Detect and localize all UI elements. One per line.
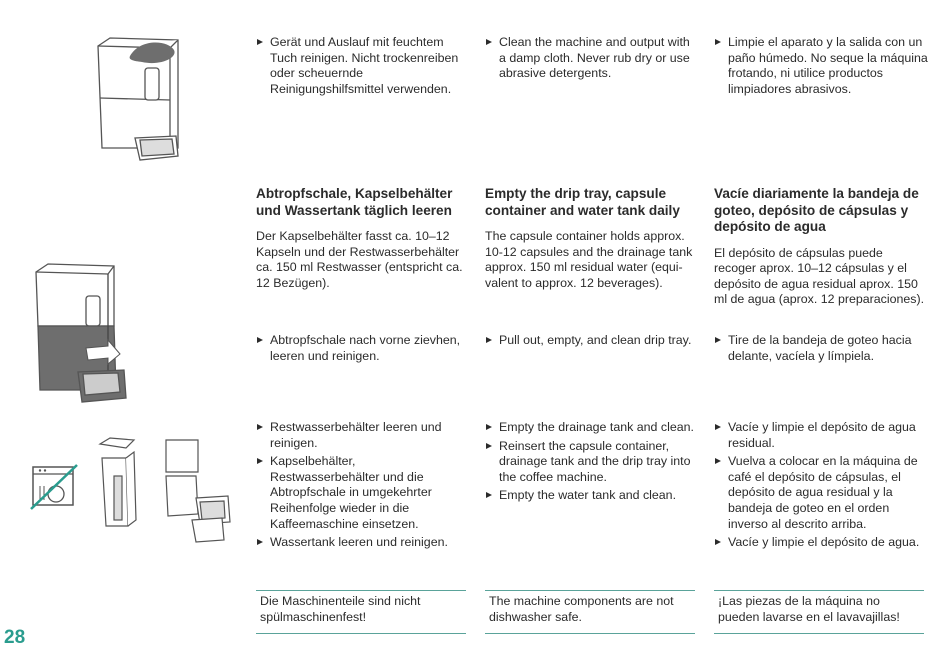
list-item: Vacíe y limpie el depósito de agua. [714, 535, 928, 551]
machine-cleaning-illustration [90, 28, 190, 173]
list-item: Empty the water tank and clean. [485, 488, 697, 504]
section-body: El depósito de cápsulas puede recoger aprox. 10–12 cápsulas y el depósito de agua residual aprox. 150 ml de agua (aprox. 12 preparaciones). [714, 245, 925, 307]
empty-daily-en [485, 186, 697, 291]
section-body: The capsule container holds approx. 10-12 capsules and the drainage tank approx. 150 ml residual water (equi-valent to approx. 12 beverages). [485, 229, 693, 290]
list-item: Wassertank leeren und reinigen. [256, 535, 468, 551]
list-item: Limpie el aparato y la salida con un paño húmedo. No seque la máquina frotando, ni utilice productos limpiadores abrasivos. [714, 35, 928, 97]
reassembly-steps-es [714, 420, 928, 554]
list-item: Abtropfschale nach vorne zievhen, leeren und reinigen. [256, 333, 468, 364]
section-body: Der Kapselbehälter fasst ca. 10–12 Kapseln und der Restwasserbehälter ca. 150 ml Restwasser (entspricht ca. 12 Bezügen). [256, 229, 463, 290]
list-item: Clean the machine and output with a damp cloth. Never rub dry or use abrasive detergents. [485, 35, 697, 82]
list-item: Vuelva a colocar en la máquina de café el depósito de cápsulas, el depósito de agua residual y la bandeja de goteo en el orden inverso al descrito arriba. [714, 454, 928, 532]
list-item: Empty the drainage tank and clean. [485, 420, 697, 436]
section-heading: Abtropfschale, Kapselbehälter und Wassertank täglich leeren [256, 186, 453, 218]
empty-daily-de [256, 186, 468, 291]
clean-machine-es [714, 35, 928, 100]
empty-daily-es [714, 186, 928, 308]
list-item: Pull out, empty, and clean drip tray. [485, 333, 697, 349]
list-item: Kapselbehälter, Restwasserbehälter und die Abtropfschale in umgekehrter Reihenfolge wieder in die Kaffeemaschine einsetzen. [256, 454, 468, 532]
list-item: Tire de la bandeja de goteo hacia delante, vacíela y límpiela. [714, 333, 928, 364]
clean-machine-de [256, 35, 468, 100]
reassembly-steps-de [256, 420, 468, 554]
dishwasher-note-en: The machine components are not dishwasher safe. [485, 590, 695, 634]
drip-tray-step-en [485, 333, 697, 352]
drip-tray-step-es [714, 333, 928, 367]
tank-and-parts-illustration [96, 436, 236, 546]
page-number: 28 [4, 627, 26, 648]
reassembly-steps-en [485, 420, 697, 507]
drip-tray-removal-illustration [28, 260, 133, 410]
list-item: Gerät und Auslauf mit feuchtem Tuch reinigen. Nicht trockenreiben oder scheuernde Reinigungshilfsmittel verwenden. [256, 35, 468, 97]
dishwasher-note-es: ¡Las piezas de la máquina no pueden lavarse en el lavavajillas! [714, 590, 924, 634]
dishwasher-crossed-icon [30, 464, 78, 510]
section-heading: Empty the drip tray, capsule container and water tank daily [485, 186, 680, 218]
list-item: Restwasserbehälter leeren und reinigen. [256, 420, 468, 451]
clean-machine-en [485, 35, 697, 85]
dishwasher-note-de: Die Maschinenteile sind nicht spülmaschinenfest! [256, 590, 466, 634]
drip-tray-step-de [256, 333, 468, 367]
list-item: Vacíe y limpie el depósito de agua residual. [714, 420, 928, 451]
section-heading: Vacíe diariamente la bandeja de goteo, depósito de cápsulas y depósito de agua [714, 186, 919, 234]
list-item: Reinsert the capsule container, drainage tank and the drip tray into the coffee machine. [485, 439, 697, 486]
